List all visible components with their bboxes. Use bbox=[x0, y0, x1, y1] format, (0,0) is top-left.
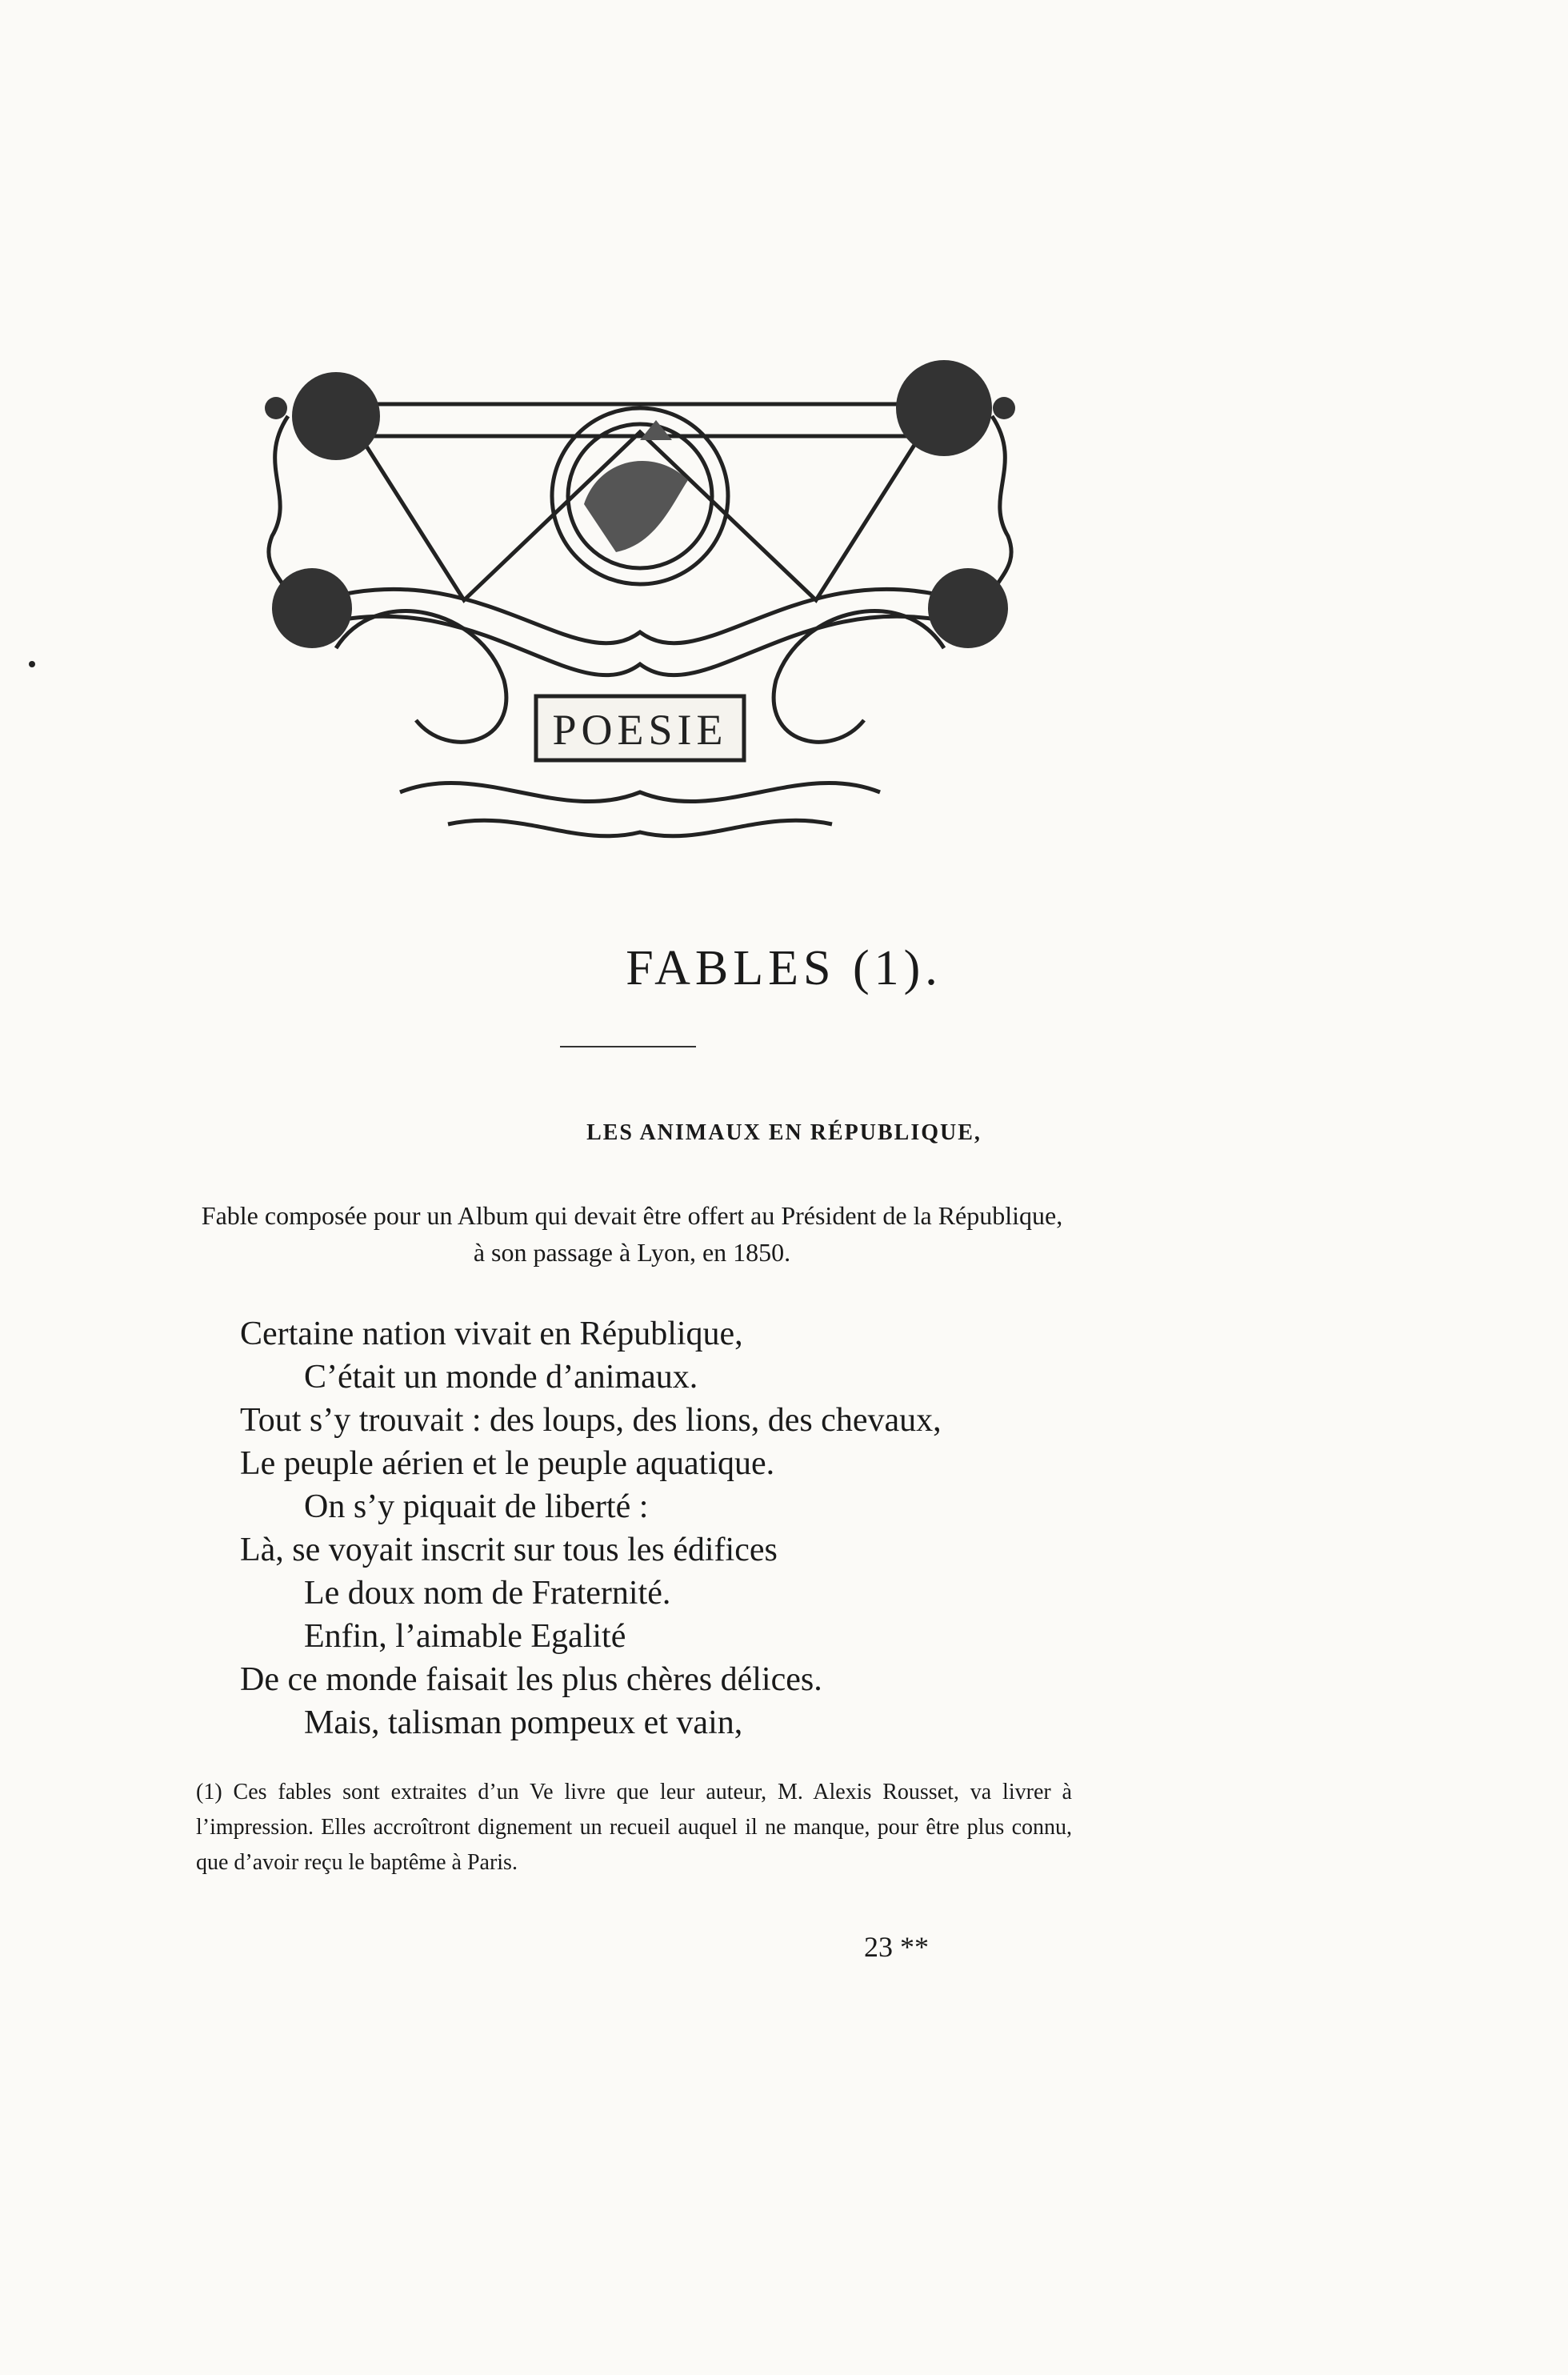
margin-dot bbox=[29, 661, 35, 667]
decorative-vignette bbox=[240, 344, 1040, 888]
poem bbox=[240, 1312, 1200, 1744]
poem-line: Certaine nation vivait en République, bbox=[240, 1316, 743, 1352]
fable-intro: Fable composée pour un Album qui devait être offert au Président de la République, à son passage à Lyon, en 1850. bbox=[201, 1201, 1063, 1267]
poem-line: Tout s’y trouvait : des loups, des lions, des chevaux, bbox=[240, 1402, 942, 1439]
poem-line: De ce monde faisait les plus chères délices. bbox=[240, 1661, 822, 1698]
poem-line: Enfin, l’aimable Egalité bbox=[304, 1618, 626, 1655]
poem-line: C’était un monde d’animaux. bbox=[304, 1359, 698, 1396]
page-title: FABLES (1). bbox=[626, 941, 942, 995]
poem-line: Le peuple aérien et le peuple aquatique. bbox=[240, 1445, 775, 1482]
poem-line: On s’y piquait de liberté : bbox=[304, 1488, 649, 1525]
page-number: 23 ** bbox=[864, 1931, 929, 1963]
footnote: (1) Ces fables sont extraites d’un Ve livre que leur auteur, M. Alexis Rousset, va livrer à l’impression. Elles accroîtront dignement un recueil auquel il ne manque, pour être plus connu, que d’avoir reçu le baptême à Paris. bbox=[196, 1780, 1072, 1875]
title-divider bbox=[560, 1046, 696, 1047]
vignette-banner-text: POESIE bbox=[552, 706, 728, 754]
poem-line: Là, se voyait inscrit sur tous les édifices bbox=[240, 1532, 778, 1568]
fable-title: LES ANIMAUX EN RÉPUBLIQUE, bbox=[586, 1120, 982, 1145]
poem-line: Mais, talisman pompeux et vain, bbox=[304, 1704, 743, 1741]
poem-line: Le doux nom de Fraternité. bbox=[304, 1575, 671, 1612]
